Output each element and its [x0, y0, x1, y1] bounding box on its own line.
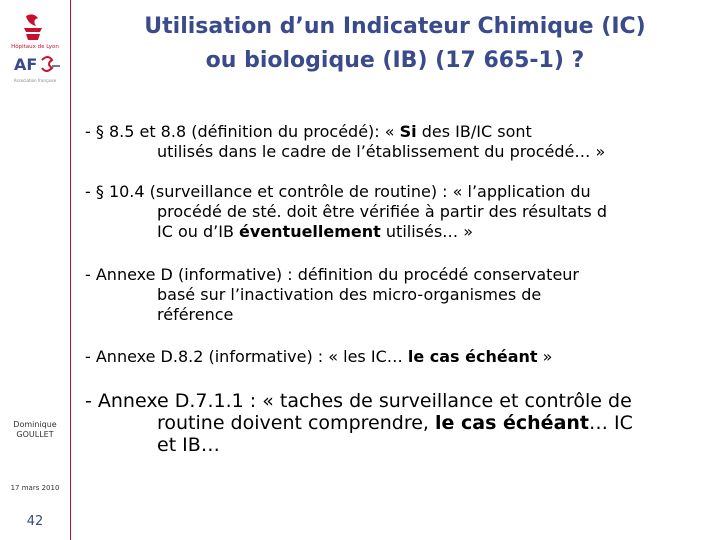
bullet-text: - § 10.4 (surveillance et contrôle de routine) : « l’application du [85, 182, 591, 201]
page-number: 42 [26, 514, 44, 529]
author [0, 420, 70, 440]
bullet-emphasis: le cas échéant [434, 412, 589, 434]
bullet-continuation [85, 222, 715, 242]
title-line-1: Utilisation d’un Indicateur Chimique (IC) [144, 14, 646, 39]
bullet-emphasis: éventuellement [239, 222, 381, 241]
bullet-emphasis: le cas échéant [407, 347, 538, 366]
bullet-text: … IC [589, 412, 633, 434]
title-line-2: ou biologique (IB) (17 665-1) ? [205, 48, 585, 73]
bullet-text: des IB/IC sont [416, 122, 532, 141]
hospital-logo-icon [20, 12, 46, 42]
sidebar [0, 0, 71, 540]
bullet-item [85, 390, 715, 456]
bullet-item [85, 265, 715, 325]
bullet-continuation: utilisés dans le cadre de l’établissement du procédé… » [157, 142, 606, 161]
bullet-continuation [85, 412, 715, 434]
bullet-text: - § 8.5 et 8.8 (définition du procédé): « [85, 122, 400, 141]
afs-logo-subtitle: Association française [13, 78, 57, 83]
bullet-continuation: et IB… [157, 434, 220, 456]
bullet-text: » [537, 347, 553, 366]
bullet-text: - Annexe D.7.1.1 : « taches de surveillance et contrôle de [85, 390, 632, 412]
bullet-item [85, 347, 715, 367]
slide-title [80, 10, 710, 78]
afs-logo-icon [12, 54, 62, 74]
bullet-item [85, 122, 715, 162]
bullet-item [85, 182, 715, 242]
bullet-text: - Annexe D (informative) : définition du procédé conservateur [85, 265, 580, 284]
bullet-continuation: basé sur l’inactivation des micro-organismes de [157, 285, 542, 304]
bullet-continuation: procédé de sté. doit être vérifiée à partir des résultats d [157, 202, 607, 221]
bullet-emphasis: Si [399, 122, 417, 141]
hospital-logo-text: Hôpitaux de Lyon [11, 44, 59, 50]
bullet-text: - Annexe D.8.2 (informative) : « les IC… [85, 347, 408, 366]
author-last-name: GOULLET [16, 430, 54, 439]
bullet-continuation: référence [157, 305, 234, 324]
slide-date: 17 mars 2010 [10, 484, 60, 492]
bullet-text: routine doivent comprendre, [157, 412, 435, 434]
bullet-text: utilisés… » [380, 222, 474, 241]
author-first-name: Dominique [13, 420, 57, 429]
svg-text:AF: AF [14, 55, 38, 74]
bullet-text: IC ou d’IB [157, 222, 240, 241]
